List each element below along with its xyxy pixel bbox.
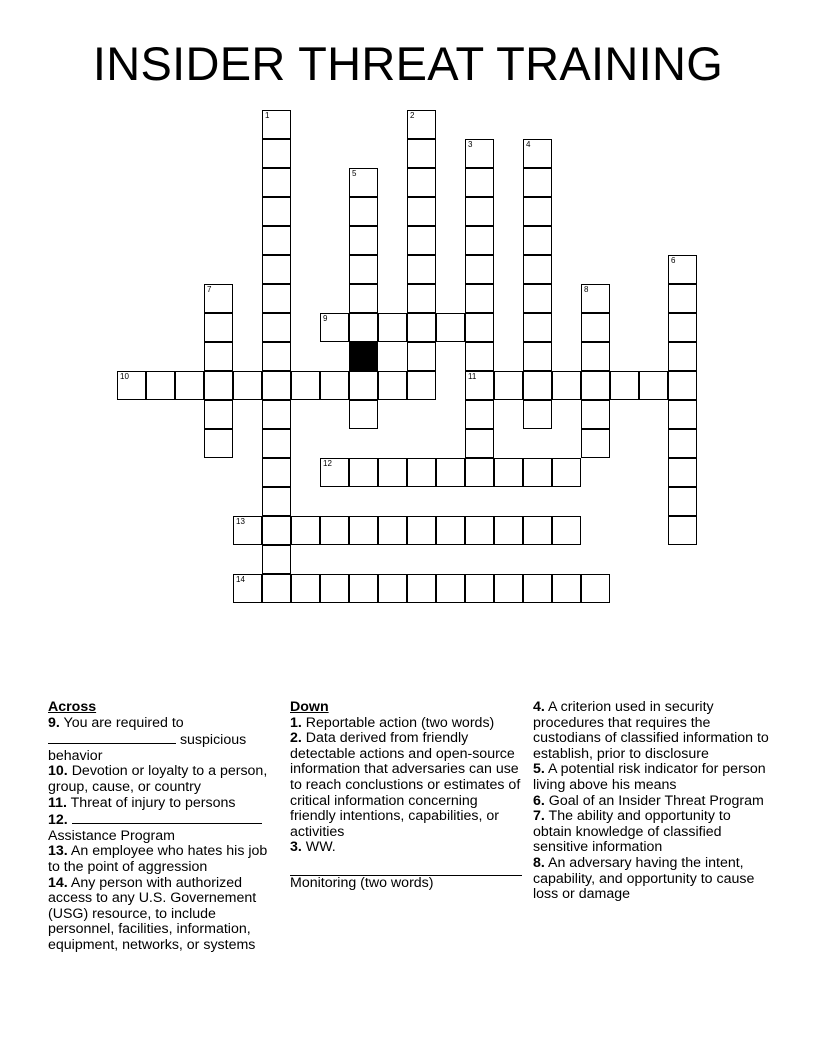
grid-cell[interactable] <box>581 400 610 429</box>
grid-cell[interactable] <box>320 516 349 545</box>
black-cell <box>349 342 378 371</box>
grid-cell[interactable] <box>320 458 349 487</box>
grid-cell[interactable] <box>523 197 552 226</box>
clue-number: 6 <box>671 256 676 265</box>
grid-cell[interactable] <box>523 342 552 371</box>
grid-cell[interactable] <box>349 371 378 400</box>
grid-cell[interactable] <box>407 110 436 139</box>
grid-cell[interactable] <box>668 371 697 400</box>
grid-cell[interactable] <box>668 400 697 429</box>
grid-cell[interactable] <box>523 168 552 197</box>
grid-cell[interactable] <box>407 516 436 545</box>
clue-number: 2 <box>410 111 415 120</box>
grid-cell[interactable] <box>668 313 697 342</box>
grid-cell[interactable] <box>465 400 494 429</box>
grid-cell[interactable] <box>204 342 233 371</box>
grid-cell[interactable] <box>523 284 552 313</box>
grid-cell[interactable] <box>465 342 494 371</box>
grid-cell[interactable] <box>320 371 349 400</box>
grid-cell[interactable] <box>668 429 697 458</box>
grid-cell[interactable] <box>523 371 552 400</box>
grid-cell[interactable] <box>581 371 610 400</box>
clue-across-11: 11. Threat of injury to persons <box>48 794 236 811</box>
grid-cell[interactable] <box>436 574 465 603</box>
grid-cell[interactable] <box>407 574 436 603</box>
grid-cell[interactable] <box>552 516 581 545</box>
grid-cell[interactable] <box>465 429 494 458</box>
grid-cell[interactable] <box>465 255 494 284</box>
grid-cell[interactable] <box>407 284 436 313</box>
grid-cell[interactable] <box>465 226 494 255</box>
grid-cell[interactable] <box>262 197 291 226</box>
grid-cell[interactable] <box>523 400 552 429</box>
grid-cell[interactable] <box>436 458 465 487</box>
clue-across-13: 13. An employee who hates his job to the point of aggression <box>48 843 268 875</box>
across-header: Across <box>48 699 97 715</box>
grid-cell[interactable] <box>262 458 291 487</box>
grid-cell[interactable] <box>262 429 291 458</box>
grid-cell[interactable] <box>494 516 523 545</box>
grid-cell[interactable] <box>204 371 233 400</box>
grid-cell[interactable] <box>233 574 262 603</box>
clue-down-1: 1. Reportable action (two words) <box>290 714 495 731</box>
grid-cell[interactable] <box>552 574 581 603</box>
grid-cell[interactable] <box>436 516 465 545</box>
grid-cell[interactable] <box>233 371 262 400</box>
grid-cell[interactable] <box>175 371 204 400</box>
clue-down-4: 4. A criterion used in security procedures that requires the custodians of classified information to establish, prior to disclosure <box>533 699 769 762</box>
clue-number: 3 <box>468 140 473 149</box>
grid-cell[interactable] <box>262 110 291 139</box>
clue-down-7: 7. The ability and opportunity to obtain knowledge of classified sensitive information <box>533 808 731 856</box>
grid-cell[interactable] <box>668 516 697 545</box>
grid-cell[interactable] <box>407 197 436 226</box>
grid-cell[interactable] <box>610 371 639 400</box>
grid-cell[interactable] <box>262 400 291 429</box>
grid-cell[interactable] <box>523 574 552 603</box>
grid-cell[interactable] <box>204 313 233 342</box>
clue-down-8: 8. An adversary having the intent, capability, and opportunity to cause loss or damage <box>533 854 755 903</box>
grid-cell[interactable] <box>407 371 436 400</box>
grid-cell[interactable] <box>146 371 175 400</box>
clue-number: 9 <box>323 314 328 323</box>
down-header: Down <box>290 699 329 715</box>
grid-cell[interactable] <box>378 458 407 487</box>
grid-cell[interactable] <box>436 313 465 342</box>
grid-cell[interactable] <box>262 313 291 342</box>
grid-cell[interactable] <box>262 139 291 168</box>
grid-cell[interactable] <box>320 574 349 603</box>
grid-cell[interactable] <box>204 400 233 429</box>
across-clues <box>48 700 280 954</box>
grid-cell[interactable] <box>378 313 407 342</box>
grid-cell[interactable] <box>349 313 378 342</box>
grid-cell[interactable] <box>494 574 523 603</box>
grid-cell[interactable] <box>262 342 291 371</box>
grid-cell[interactable] <box>349 226 378 255</box>
clue-across-10: 10. Devotion or loyalty to a person, group, cause, or country <box>48 763 268 795</box>
grid-cell[interactable] <box>349 400 378 429</box>
grid-cell[interactable] <box>349 197 378 226</box>
grid-cell[interactable] <box>552 458 581 487</box>
grid-cell[interactable] <box>320 313 349 342</box>
grid-cell[interactable] <box>407 458 436 487</box>
grid-cell[interactable] <box>407 255 436 284</box>
grid-cell[interactable] <box>262 255 291 284</box>
grid-cell[interactable] <box>117 371 146 400</box>
grid-cell[interactable] <box>668 255 697 284</box>
grid-cell[interactable] <box>523 226 552 255</box>
grid-cell[interactable] <box>465 313 494 342</box>
grid-cell[interactable] <box>668 458 697 487</box>
grid-cell[interactable] <box>262 168 291 197</box>
grid-cell[interactable] <box>407 139 436 168</box>
grid-cell[interactable] <box>262 545 291 574</box>
grid-cell[interactable] <box>465 574 494 603</box>
grid-cell[interactable] <box>378 371 407 400</box>
grid-cell[interactable] <box>668 342 697 371</box>
grid-cell[interactable] <box>523 139 552 168</box>
grid-cell[interactable] <box>349 284 378 313</box>
clue-number: 5 <box>352 169 357 178</box>
clue-down-3: 3. WW. Monitoring (two words) <box>290 840 524 891</box>
clue-across-14: 14. Any person with authorized access to any U.S. Governement (USG) resource, to include personnel, facilities, information, equipment, networks, or systems <box>48 874 257 953</box>
grid-cell[interactable] <box>407 342 436 371</box>
grid-cell[interactable] <box>523 255 552 284</box>
grid-cell[interactable] <box>523 313 552 342</box>
grid-cell[interactable] <box>349 516 378 545</box>
down-clues-col2 <box>533 700 769 903</box>
grid-cell[interactable] <box>378 516 407 545</box>
clue-number: 13 <box>236 517 245 526</box>
grid-cell[interactable] <box>407 168 436 197</box>
clue-number: 4 <box>526 140 531 149</box>
grid-cell[interactable] <box>262 574 291 603</box>
down-clues-col1 <box>290 700 524 891</box>
grid-cell[interactable] <box>465 284 494 313</box>
clue-down-2: 2. Data derived from friendly detectable actions and open-source information that adversaries can use to reach conclustions or estimates of critical information concerning friendly intentions, capabilities, or activities <box>290 730 521 840</box>
clue-number: 14 <box>236 575 245 584</box>
grid-cell[interactable] <box>349 574 378 603</box>
grid-cell[interactable] <box>407 226 436 255</box>
page-title: INSIDER THREAT TRAINING <box>92 37 724 90</box>
clue-down-6: 6. Goal of an Insider Threat Program <box>533 792 764 809</box>
grid-cell[interactable] <box>349 255 378 284</box>
grid-cell[interactable] <box>523 516 552 545</box>
grid-cell[interactable] <box>494 371 523 400</box>
grid-cell[interactable] <box>262 371 291 400</box>
clue-number: 1 <box>265 111 270 120</box>
clue-number: 7 <box>207 285 212 294</box>
grid-cell[interactable] <box>639 371 668 400</box>
grid-cell[interactable] <box>204 429 233 458</box>
clue-down-5: 5. A potential risk indicator for person living above his means <box>533 761 766 793</box>
clue-number: 10 <box>120 372 129 381</box>
grid-cell[interactable] <box>465 371 494 400</box>
grid-cell[interactable] <box>349 168 378 197</box>
grid-cell[interactable] <box>291 574 320 603</box>
grid-cell[interactable] <box>465 458 494 487</box>
clue-number: 11 <box>468 372 477 381</box>
grid-cell[interactable] <box>668 284 697 313</box>
grid-cell[interactable] <box>465 197 494 226</box>
grid-cell[interactable] <box>581 342 610 371</box>
grid-cell[interactable] <box>465 139 494 168</box>
grid-cell[interactable] <box>291 371 320 400</box>
clue-number: 8 <box>584 285 589 294</box>
grid-cell[interactable] <box>291 516 320 545</box>
grid-cell[interactable] <box>378 574 407 603</box>
grid-cell[interactable] <box>262 226 291 255</box>
grid-cell[interactable] <box>494 458 523 487</box>
grid-cell[interactable] <box>465 516 494 545</box>
grid-cell[interactable] <box>581 574 610 603</box>
grid-cell[interactable] <box>581 313 610 342</box>
clue-across-9: 9. You are required to suspicious behavior <box>48 714 247 764</box>
grid-cell[interactable] <box>581 284 610 313</box>
clue-across-12: 12. Assistance Program <box>48 811 280 844</box>
grid-cell[interactable] <box>465 168 494 197</box>
grid-cell[interactable] <box>523 458 552 487</box>
grid-cell[interactable] <box>581 429 610 458</box>
grid-cell[interactable] <box>204 284 233 313</box>
grid-cell[interactable] <box>233 516 262 545</box>
grid-cell[interactable] <box>668 487 697 516</box>
grid-cell[interactable] <box>552 371 581 400</box>
grid-cell[interactable] <box>407 313 436 342</box>
clue-number: 12 <box>323 459 332 468</box>
grid-cell[interactable] <box>349 458 378 487</box>
grid-cell[interactable] <box>262 284 291 313</box>
grid-cell[interactable] <box>262 516 291 545</box>
grid-cell[interactable] <box>262 487 291 516</box>
